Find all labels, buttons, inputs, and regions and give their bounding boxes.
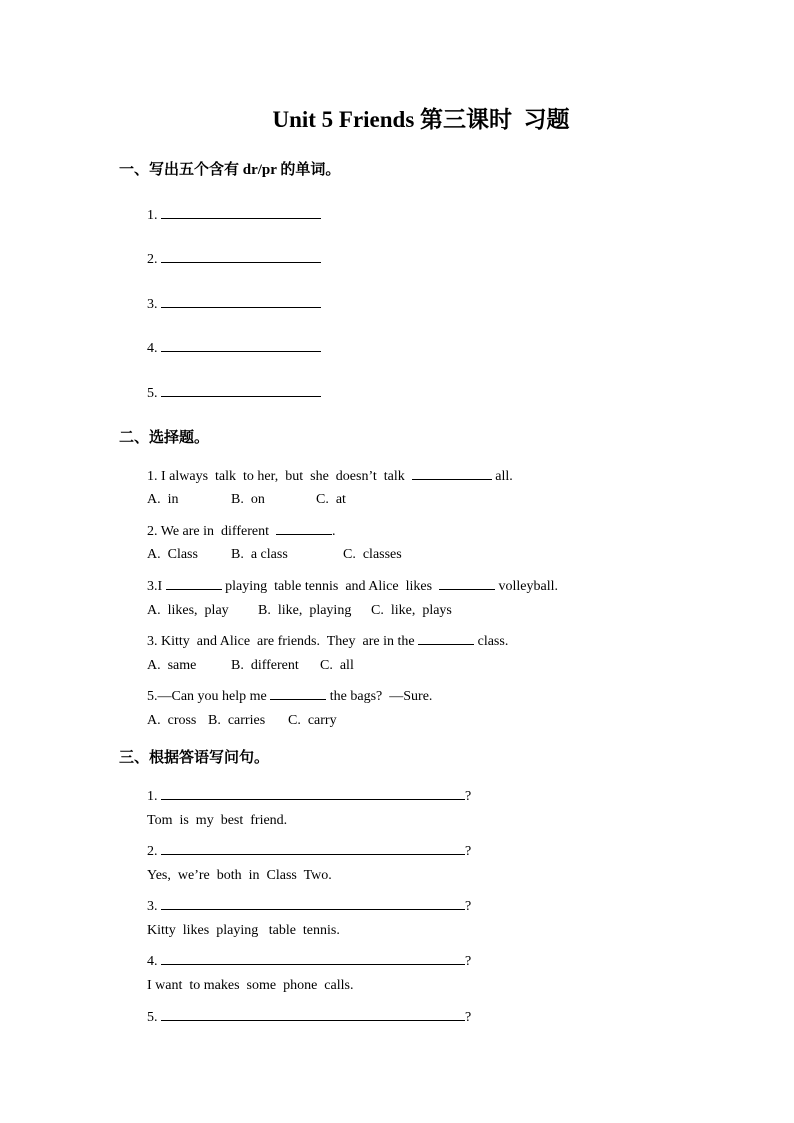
answer-blank[interactable] [161, 895, 465, 910]
question-2 [147, 520, 335, 540]
word-line-2 [147, 248, 321, 268]
question-mark: ? [465, 844, 472, 859]
item-number: 1. [147, 208, 158, 223]
answer-text-3: Kitty likes playing table tennis. [147, 923, 340, 938]
answer-blank[interactable] [161, 840, 465, 855]
answer-blank[interactable] [270, 685, 326, 700]
answer-blank[interactable] [166, 575, 222, 590]
question-text: 2. We are in different [147, 524, 276, 539]
question-line-3 [147, 895, 471, 915]
answer-text-4: I want to makes some phone calls. [147, 978, 354, 993]
option-b[interactable]: B. carries [208, 713, 266, 728]
question-text: playing table tennis and Alice likes [221, 579, 440, 594]
answer-blank[interactable] [161, 248, 321, 263]
answer-text-1: Tom is my best friend. [147, 813, 288, 828]
item-number: 1. [147, 789, 158, 804]
option-a[interactable]: A. Class [147, 547, 198, 562]
answer-blank[interactable] [161, 785, 465, 800]
question-text: class. [474, 634, 509, 649]
question-mark: ? [465, 954, 472, 969]
question-line-1 [147, 785, 471, 805]
option-c[interactable]: C. like, plays [371, 603, 452, 618]
word-line-1 [147, 204, 321, 224]
question-text: the bags? —Sure. [326, 689, 433, 704]
answer-blank[interactable] [276, 520, 332, 535]
question-mark: ? [465, 789, 472, 804]
page-title: Unit 5 Friends 第三课时 习题 [272, 107, 570, 132]
question-text: 1. I always talk to her, but she doesn’t talk [147, 469, 412, 484]
item-number: 2. [147, 844, 158, 859]
question-text: 3. Kitty and Alice are friends. They are in the [147, 634, 419, 649]
word-line-5 [147, 382, 321, 402]
question-text: volleyball. [495, 579, 559, 594]
answer-text-2: Yes, we’re both in Class Two. [147, 868, 332, 883]
answer-blank[interactable] [161, 382, 321, 397]
question-line-4 [147, 950, 471, 970]
word-line-4 [147, 337, 321, 357]
option-a[interactable]: A. cross [147, 713, 197, 728]
question-mark: ? [465, 899, 472, 914]
item-number: 5. [147, 386, 158, 401]
question-text: . [331, 524, 336, 539]
option-c[interactable]: C. carry [288, 713, 337, 728]
option-c[interactable]: C. all [320, 658, 354, 673]
item-number: 3. [147, 899, 158, 914]
question-3 [147, 575, 558, 595]
option-c[interactable]: C. classes [343, 547, 402, 562]
question-1 [147, 465, 513, 485]
answer-blank[interactable] [418, 630, 474, 645]
item-number: 4. [147, 954, 158, 969]
item-number: 2. [147, 252, 158, 267]
section-heading-3: 三、根据答语写问句。 [119, 750, 270, 766]
option-b[interactable]: B. like, playing [258, 603, 352, 618]
section-heading-2: 二、选择题。 [119, 430, 210, 446]
answer-blank[interactable] [161, 950, 465, 965]
answer-blank[interactable] [161, 1006, 465, 1021]
option-b[interactable]: B. on [231, 492, 265, 507]
item-number: 4. [147, 341, 158, 356]
answer-blank[interactable] [161, 293, 321, 308]
option-a[interactable]: A. in [147, 492, 179, 507]
question-4 [147, 630, 508, 650]
question-line-2 [147, 840, 471, 860]
question-text: 5.—Can you help me [147, 689, 271, 704]
item-number: 3. [147, 297, 158, 312]
option-c[interactable]: C. at [316, 492, 346, 507]
answer-blank[interactable] [161, 337, 321, 352]
item-number: 5. [147, 1010, 158, 1025]
word-line-3 [147, 293, 321, 313]
option-b[interactable]: B. different [231, 658, 299, 673]
answer-blank[interactable] [161, 204, 321, 219]
question-text: all. [491, 469, 513, 484]
option-b[interactable]: B. a class [231, 547, 288, 562]
answer-blank[interactable] [412, 465, 492, 480]
option-a[interactable]: A. likes, play [147, 603, 229, 618]
answer-blank[interactable] [439, 575, 495, 590]
section-heading-1: 一、写出五个含有 dr/pr 的单词。 [119, 162, 341, 178]
question-mark: ? [465, 1010, 472, 1025]
question-text: 3.I [147, 579, 166, 594]
option-a[interactable]: A. same [147, 658, 197, 673]
question-line-5 [147, 1006, 471, 1026]
question-5 [147, 685, 432, 705]
